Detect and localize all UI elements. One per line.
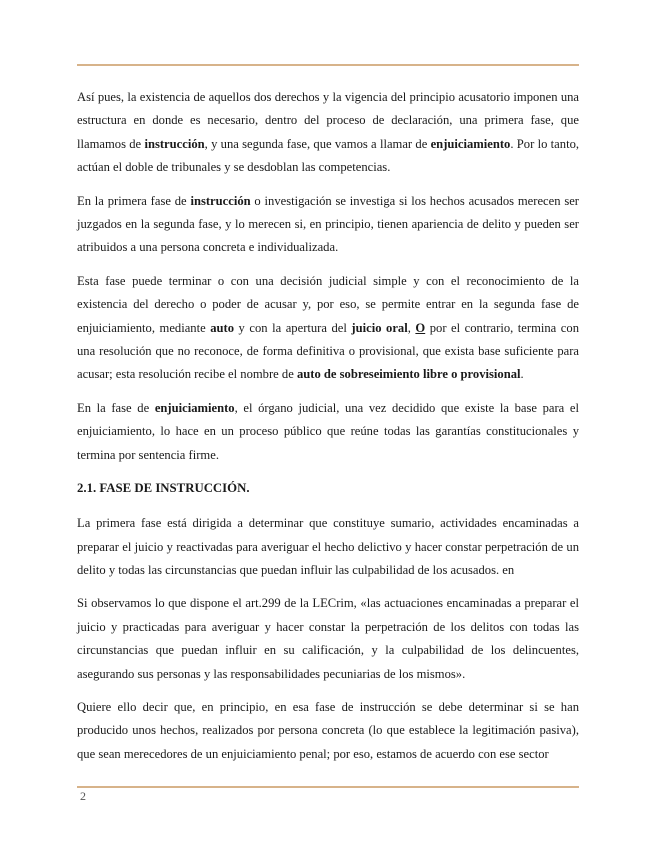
text-run: . <box>520 367 524 382</box>
body-paragraph-3 <box>77 270 579 387</box>
footer-rule <box>77 786 579 788</box>
body-paragraph-1 <box>77 86 579 180</box>
text-run: y con la apertura del <box>234 320 352 335</box>
section-heading: 2.1. FASE DE INSTRUCCIÓN. <box>77 481 250 496</box>
text-run: o investigación se investiga si los hechos acusados merecen ser juzgados en la segunda fase, y lo merecen si, en principio, tienen apariencia de delito y pueden ser atribuidos a una persona concreta e individualizada. <box>77 193 579 255</box>
text-run: , el órgano judicial, una vez decidido que existe la base para el enjuiciamiento, lo hace en un proceso público que reúne todas las garantías constitucionales y termina por sentencia firme. <box>77 400 579 462</box>
text-run: Esta fase puede terminar o con una decisión judicial simple y con el reconocimiento de la existencia del derecho o poder de acusar y, por eso, se permite entrar en la segunda fase de enjuiciamiento, mediante <box>77 273 579 335</box>
intro-paragraphs <box>77 86 579 467</box>
text-run: , y una segunda fase, que vamos a llamar de <box>204 136 431 151</box>
page-content <box>77 86 579 776</box>
text-run: por el contrario, termina con una resolución que no reconoce, de forma definitiva o provisional, que exista base suficiente para acusar; esta resolución recibe el nombre de <box>77 320 579 382</box>
bold-term: enjuiciamiento <box>154 400 235 415</box>
section-paragraph-1: La primera fase está dirigida a determinar que constituye sumario, actividades encaminadas a preparar el juicio y reactivadas para averiguar el hecho delictivo y hacer constar perpetración de un delito y todas las circunstancias que puedan influir las culpabilidad de los acusados. en <box>77 516 579 577</box>
text-run: En la primera fase de <box>77 193 191 208</box>
bold-term: O <box>415 320 426 335</box>
text-run: , <box>407 320 416 335</box>
page-number: 2 <box>80 789 86 803</box>
bold-term: auto de sobreseimiento libre o provisional <box>296 367 521 382</box>
text-run: . Por lo tanto, actúan el doble de tribunales y se desdoblan las competencias. <box>77 136 580 175</box>
bold-term: instrucción <box>144 136 205 151</box>
header-rule <box>77 64 579 66</box>
body-paragraph-2 <box>77 190 579 260</box>
bold-term: instrucción <box>190 193 251 208</box>
bold-term: auto <box>210 320 235 335</box>
body-paragraph-4 <box>77 397 579 467</box>
bold-term: enjuiciamiento <box>430 136 511 151</box>
text-run: Así pues, la existencia de aquellos dos derechos y la vigencia del principio acusatorio imponen una estructura en donde es necesario, dentro del proceso de declaración, una primera fase, que llamamos de <box>77 90 579 151</box>
section-paragraph-3: Quiere ello decir que, en principio, en esa fase de instrucción se debe determinar si se han producido unos hechos, realizados por persona concreta (lo que establece la legitimación pasiva), que sean merecedores de un enjuiciamiento penal; por eso, estamos de acuerdo con ese sector <box>77 699 579 761</box>
bold-term: juicio oral <box>351 320 408 335</box>
section-paragraph-2: Si observamos lo que dispone el art.299 de la LECrim, «las actuaciones encaminadas a preparar el juicio y practicadas para averiguar y hacer constar la perpetración de los delitos con todas las circunstancias que puedan influir en su calificación, y la culpabilidad de los delincuentes, asegurando sus personas y las responsabilidades pecuniarias de los mismos». <box>77 596 579 681</box>
text-run: En la fase de <box>77 400 155 415</box>
